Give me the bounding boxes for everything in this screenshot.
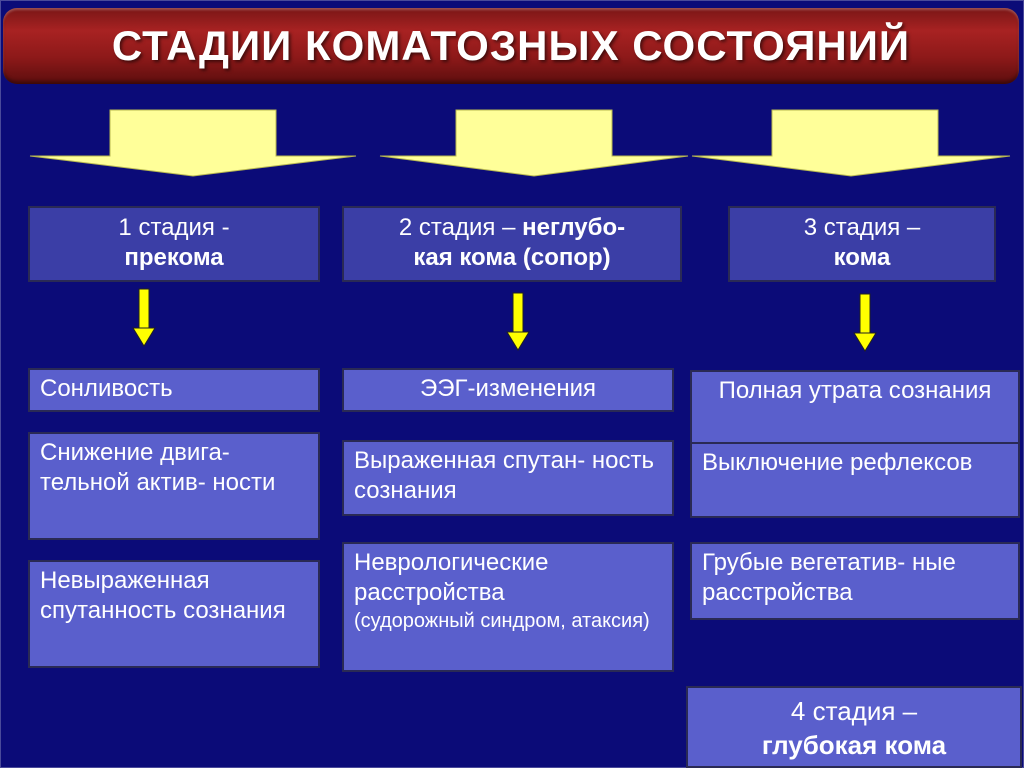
stage-3-item-1 — [690, 370, 1020, 444]
stage-3-box — [728, 206, 996, 282]
stage-2-box — [342, 206, 682, 282]
stage-3-item-3-text: Грубые вегетатив- ные расстройства — [702, 549, 956, 606]
stage-3-item-2-text: Выключение рефлексов — [702, 449, 973, 476]
stage-2-name-part1: неглубо- — [522, 214, 626, 241]
stage-1-item-2-text: Снижение двига- тельной актив- ности — [40, 439, 276, 496]
stage-2-item-2 — [342, 440, 674, 516]
stage-3-number: 3 стадия – — [803, 214, 921, 241]
stage-1-item-3 — [28, 560, 320, 668]
stage-3-item-1-text: Полная утрата сознания — [718, 377, 992, 404]
big-arrow-1-icon — [28, 108, 358, 178]
stage-2-item-3-text: Неврологические расстройства — [354, 549, 549, 606]
stage-2-item-3-note: (судорожный синдром, атаксия) — [354, 610, 650, 632]
stage-1-item-1-text: Сонливость — [40, 375, 173, 402]
stage-3-item-3 — [690, 542, 1020, 620]
big-arrow-2-icon — [378, 108, 690, 178]
stage-2-item-1 — [342, 368, 674, 412]
stage-2-item-2-text: Выраженная спутан- ность сознания — [354, 447, 654, 504]
small-arrow-2-icon — [506, 292, 530, 352]
stage-3-name: кома — [833, 244, 891, 271]
stage-1-name: прекома — [124, 244, 224, 271]
stage-3-item-2 — [690, 442, 1020, 518]
stage-1-box — [28, 206, 320, 282]
big-arrow-3-icon — [690, 108, 1012, 178]
stage-4-box — [686, 686, 1022, 768]
stage-1-item-3-text: Невыраженная спутанность сознания — [40, 567, 286, 624]
slide-title: СТАДИИ КОМАТОЗНЫХ СОСТОЯНИЙ — [111, 22, 911, 69]
stage-2-number: 2 стадия – — [398, 214, 523, 241]
stage-1-item-2 — [28, 432, 320, 540]
stage-2-item-1-text: ЭЭГ-изменения — [419, 375, 596, 402]
stage-4-name: глубокая кома — [761, 730, 947, 760]
stage-2-name-part2: кая кома (сопор) — [413, 244, 611, 271]
title-bar — [3, 8, 1019, 84]
small-arrow-3-icon — [853, 293, 877, 353]
small-arrow-1-icon — [132, 288, 156, 348]
stage-4-number: 4 стадия – — [790, 696, 918, 726]
stage-2-item-3 — [342, 542, 674, 672]
stage-1-item-1 — [28, 368, 320, 412]
stage-1-number: 1 стадия - — [118, 214, 230, 241]
